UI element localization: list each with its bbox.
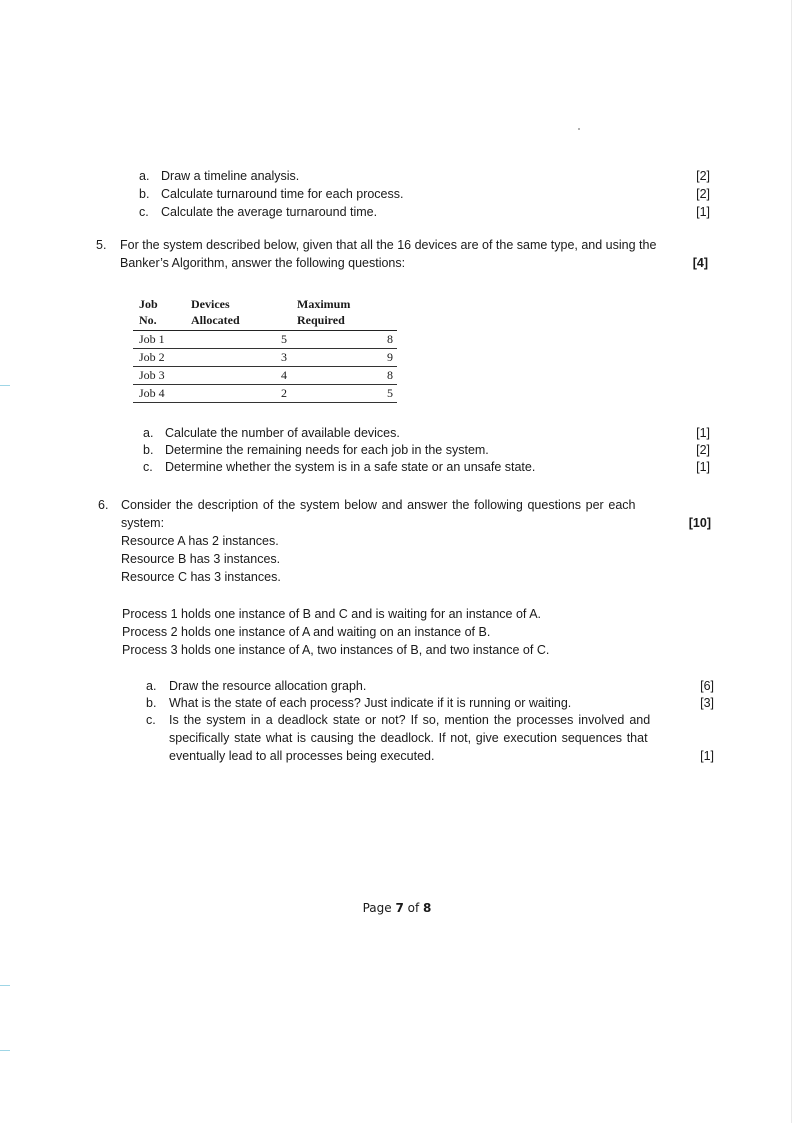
q5-marks: [4]	[692, 256, 708, 270]
header-maximum-required: Maximum Required	[291, 296, 397, 331]
q5-part-b-marks: [2]	[696, 443, 710, 457]
current-page-number: 7	[395, 901, 404, 915]
q6-text-line2: system:	[121, 516, 165, 530]
process-1-line: Process 1 holds one instance of B and C and is waiting for an instance of A.	[122, 607, 542, 621]
table-row: Job 2 3 9	[133, 349, 397, 367]
table-row: Job 4 2 5	[133, 385, 397, 403]
q6-part-a-marks: [6]	[700, 679, 714, 693]
q4-part-a: a. Draw a timeline analysis.	[139, 169, 300, 183]
q5-text-line1: For the system described below, given that all the 16 devices are of the same type, and using the	[120, 238, 657, 252]
q6-part-c-marks: [1]	[700, 749, 714, 763]
scan-edge	[791, 0, 792, 1123]
scan-mark	[0, 385, 10, 386]
q6-part-c: c.	[146, 713, 156, 727]
q5-number: 5.	[96, 238, 107, 252]
q6-text-line1: Consider the description of the system below and answer the following questions per each	[121, 498, 636, 512]
q6-part-b-marks: [3]	[700, 696, 714, 710]
q5-part-c-marks: [1]	[696, 460, 710, 474]
q4-part-c: c. Calculate the average turnaround time.	[139, 205, 378, 219]
table-row: Job 3 4 8	[133, 367, 397, 385]
header-devices-allocated: Devices Allocated	[185, 296, 291, 331]
process-3-line: Process 3 holds one instance of A, two instances of B, and two instance of C.	[122, 643, 550, 657]
header-job-no: Job No.	[133, 296, 185, 331]
q4-part-a-marks: [2]	[696, 169, 710, 183]
q5-part-c: c. Determine whether the system is in a safe state or an unsafe state.	[143, 460, 536, 474]
q6-part-c-line1: Is the system in a deadlock state or not? If so, mention the processes involved and	[169, 713, 651, 727]
scan-speck	[578, 128, 580, 130]
resource-b-line: Resource B has 3 instances.	[121, 552, 281, 566]
q6-part-a: a. Draw the resource allocation graph.	[146, 679, 367, 693]
q4-part-c-marks: [1]	[696, 205, 710, 219]
q5-text-line2: Banker’s Algorithm, answer the following questions:	[120, 256, 406, 270]
scan-mark	[0, 1050, 10, 1051]
q6-number: 6.	[98, 498, 109, 512]
q6-part-c-line3: eventually lead to all processes being executed.	[169, 749, 435, 763]
q5-part-a-marks: [1]	[696, 426, 710, 440]
table-header-row	[133, 296, 397, 331]
total-page-number: 8	[423, 901, 432, 915]
q6-part-c-line2: specifically state what is causing the deadlock. If not, give execution sequences that	[169, 731, 648, 745]
resource-c-line: Resource C has 3 instances.	[121, 570, 281, 584]
q4-part-b-marks: [2]	[696, 187, 710, 201]
process-2-line: Process 2 holds one instance of A and waiting on an instance of B.	[122, 625, 491, 639]
q6-part-b: b. What is the state of each process? Just indicate if it is running or waiting.	[146, 696, 572, 710]
q5-part-a: a. Calculate the number of available devices.	[143, 426, 400, 440]
resource-a-line: Resource A has 2 instances.	[121, 534, 279, 548]
table-row: Job 1 5 8	[133, 331, 397, 349]
jobs-table	[133, 296, 397, 403]
q5-part-b: b. Determine the remaining needs for each job in the system.	[143, 443, 489, 457]
q4-part-b: b. Calculate turnaround time for each process.	[139, 187, 404, 201]
q6-marks: [10]	[688, 516, 711, 530]
scan-mark	[0, 985, 10, 986]
page-footer: Page 7 of 8	[362, 901, 432, 915]
